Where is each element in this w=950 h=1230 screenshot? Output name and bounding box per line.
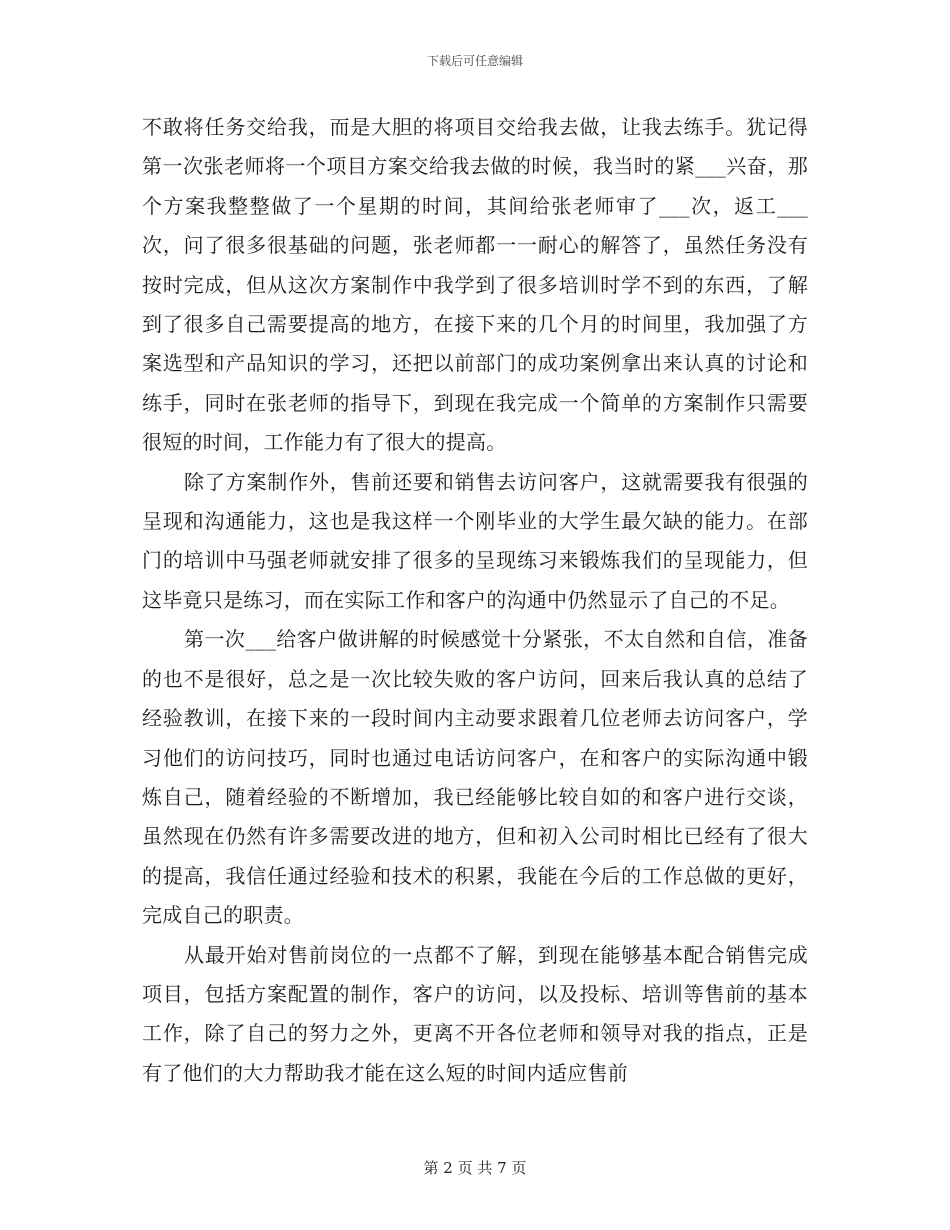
document-body <box>142 108 808 1093</box>
page-number: 第 2 页 共 7 页 <box>423 1159 527 1177</box>
page-header-note: 下载后可任意编辑 <box>426 54 523 68</box>
paragraph-4: 从最开始对售前岗位的一点都不了解，到现在能够基本配合销售完成项目，包括方案配置的制作，客户的访问，以及投标、培训等售前的基本工作，除了自己的努力之外，更离不开各位老师和领导对我的指点，正是有了他们的大力帮助我才能在这么短的时间内适应售前 <box>142 942 808 1085</box>
paragraph-1: 不敢将任务交给我，而是大胆的将项目交给我去做，让我去练手。犹记得第一次张老师将一个项目方案交给我去做的时候，我当时的紧___兴奋，那个方案我整整做了一个星期的时间，其间给张老师审了___次，返工___次，问了很多很基础的问题，张老师都一一耐心的解答了，虽然任务没有按时完成，但从这次方案制作中我学到了很多培训时学不到的东西，了解到了很多自己需要提高的地方，在接下来的几个月的时间里，我加强了方案选型和产品知识的学习，还把以前部门的成功案例拿出来认真的讨论和练手，同时在张老师的指导下，到现在我完成一个简单的方案制作只需要很短的时间，工作能力有了很大的提高。 <box>142 115 808 455</box>
paragraph-3: 第一次___给客户做讲解的时候感觉十分紧张，不太自然和自信，准备的也不是很好，总之是一次比较失败的客户访问，回来后我认真的总结了经验教训，在接下来的一段时间内主动要求跟着几位老师去访问客户，学习他们的访问技巧，同时也通过电话访问客户，在和客户的实际沟通中锻炼自己，随着经验的不断增加，我已经能够比较自如的和客户进行交谈，虽然现在仍然有许多需要改进的地方，但和初入公司时相比已经有了很大的提高，我信任通过经验和技术的积累，我能在今后的工作总做的更好，完成自己的职责。 <box>142 627 808 928</box>
paragraph-2: 除了方案制作外，售前还要和销售去访问客户，这就需要我有很强的呈现和沟通能力，这也是我这样一个刚毕业的大学生最欠缺的能力。在部门的培训中马强老师就安排了很多的呈现练习来锻炼我们的呈现能力，但这毕竟只是练习，而在实际工作和客户的沟通中仍然显示了自己的不足。 <box>142 469 808 612</box>
